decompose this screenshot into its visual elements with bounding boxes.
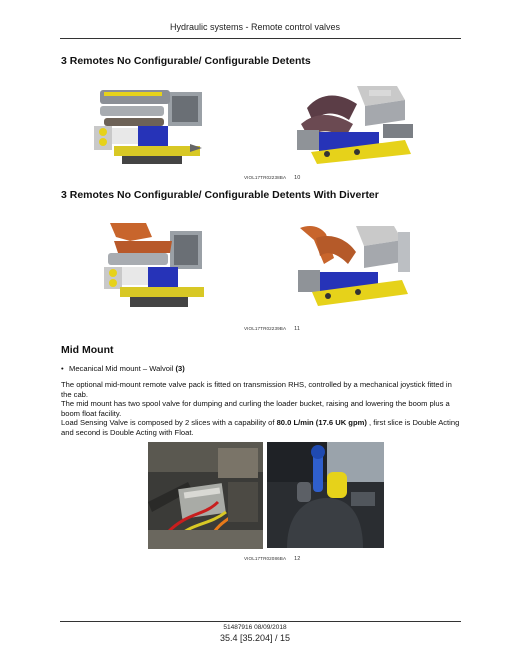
figure-12-number: 12 xyxy=(294,556,301,562)
figure-11-image-id: VIOL17TR02239BA xyxy=(244,326,287,331)
figure-10-image-id: VIOL17TR02238BA xyxy=(244,175,287,180)
bullet-item xyxy=(61,364,185,373)
running-header: Hydraulic systems - Remote control valves xyxy=(169,22,341,32)
section-heading-3: Mid Mount xyxy=(61,344,114,356)
figure-12-image-id: VIOL17TR02086BA xyxy=(244,556,287,561)
flow-capacity: 80.0 L/min (17.6 UK gpm) xyxy=(276,418,367,428)
footer-rule xyxy=(60,621,461,622)
bullet-bold: (3) xyxy=(175,364,185,373)
figure-10-caption xyxy=(244,175,300,181)
figure-11-caption xyxy=(244,326,300,332)
bullet-text: Mecanical Mid mount – Walvoil xyxy=(69,364,176,373)
figure-12-right-image xyxy=(267,442,384,548)
figure-10-right-image xyxy=(287,80,422,167)
figure-10-number: 10 xyxy=(294,175,301,181)
section-heading-2: 3 Remotes No Configurable/ Configurable Detents With Diverter xyxy=(61,189,379,201)
figure-11-number: 11 xyxy=(294,326,301,332)
figure-12-left-image xyxy=(148,442,263,549)
figure-12-caption xyxy=(244,556,300,562)
mid-mount-description xyxy=(61,380,463,438)
header-rule xyxy=(60,38,461,39)
footer-doc-id: 51487916 08/09/2018 xyxy=(223,624,287,631)
footer-page-number: 35.4 [35.204] / 15 xyxy=(219,633,291,643)
figure-10-left-image xyxy=(90,80,208,166)
bullet-dot: • xyxy=(61,364,64,373)
section-heading-1: 3 Remotes No Configurable/ Configurable Detents xyxy=(61,55,311,67)
figure-11-left-image xyxy=(100,215,210,311)
paragraph-1: The optional mid-mount remote valve pack is fitted on transmission RHS, controlled by a mechanical joystick fitted in the cab. xyxy=(61,380,452,399)
paragraph-2: The mid mount has two spool valve for dumping and curling the loader bucket, raising and lowering the boom plus a boom float facility. xyxy=(61,399,450,418)
figure-11-right-image xyxy=(286,218,418,310)
paragraph-3: Load Sensing Valve is composed by 2 slices with a capability of 80.0 L/min (17.6 UK gpm) , first slice is Double Acting and second is Double Acting with Float. xyxy=(61,418,460,437)
